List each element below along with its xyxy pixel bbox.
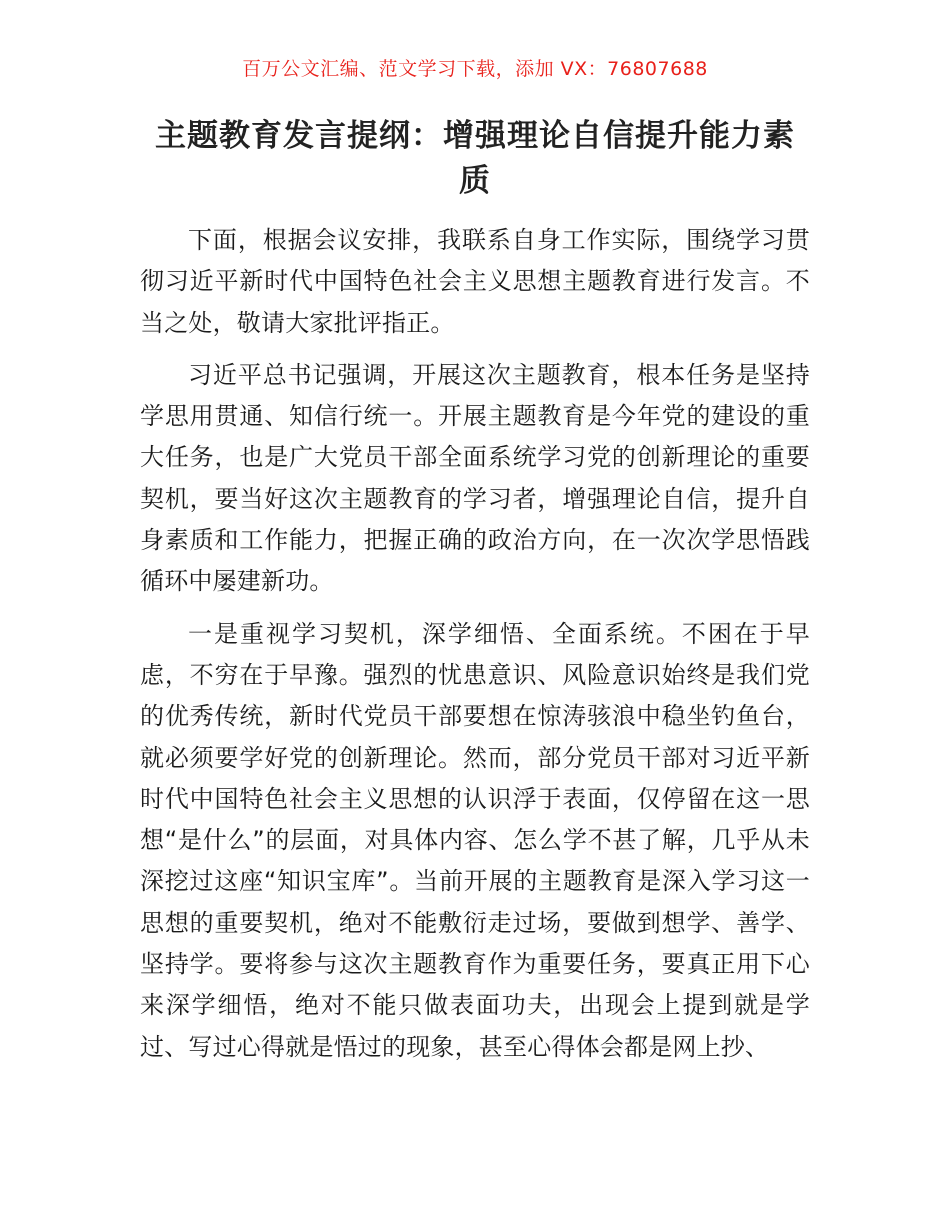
paragraph-intro: 下面，根据会议安排，我联系自身工作实际，围绕学习贯彻习近平新时代中国特色社会主义思想主题教育进行发言。不当之处，敬请大家批评指正。	[140, 226, 810, 337]
paragraph-point-one: 一是重视学习契机，深学细悟、全面系统。不困在于早虑，不穷在于早豫。强烈的忧患意识、风险意识始终是我们党的优秀传统，新时代党员干部要想在惊涛骇浪中稳坐钓鱼台，就必须要学好党的创新理论。然而，部分党员干部对习近平新时代中国特色社会主义思想的认识浮于表面，仅停留在这一思想“是什么”的层面，对具体内容、怎么学不甚了解，几乎从未深挖过这座“知识宝库”。当前开展的主题教育是深入学习这一思想的重要契机，绝对不能敷衍走过场，要做到想学、善学、坚持学。要将参与这次主题教育作为重要任务，要真正用下心来深学细悟，绝对不能只做表面功夫，出现会上提到就是学过、写过心得就是悟过的现象，甚至心得体会都是网上抄、	[140, 619, 810, 1061]
paragraph-task: 习近平总书记强调，开展这次主题教育，根本任务是坚持学思用贯通、知信行统一。开展主题教育是今年党的建设的重大任务，也是广大党员干部全面系统学习党的创新理论的重要契机，要当好这次主题教育的学习者，增强理论自信，提升自身素质和工作能力，把握正确的政治方向，在一次次学思悟践循环中屡建新功。	[140, 360, 810, 596]
document-body	[140, 220, 810, 1079]
download-notice: 百万公文汇编、范文学习下载，添加 VX：76807688	[242, 58, 708, 80]
page-title: 主题教育发言提纲：增强理论自信提升能力素质	[155, 118, 795, 199]
